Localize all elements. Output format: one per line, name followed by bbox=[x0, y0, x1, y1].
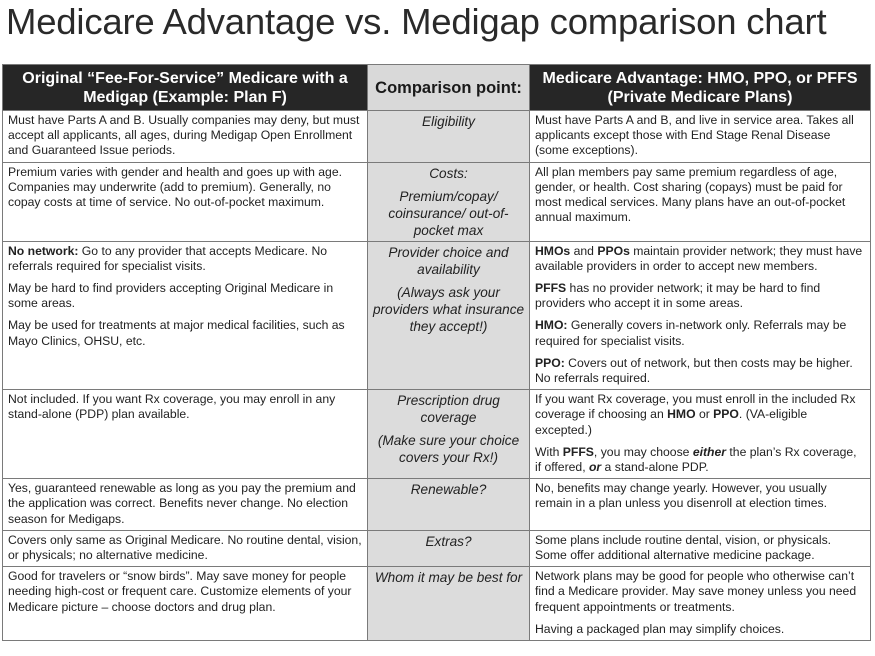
advantage-cell: All plan members pay same premium regardless of age, gender, or health. Cost sharing (copays) must be paid for most medical services. Many plans have an out-of-pocket annual maximum. bbox=[530, 162, 871, 241]
text: has no provider network; it may be hard to find providers who accept it in some areas. bbox=[535, 281, 821, 311]
text: Go to any provider that accepts Medicare. No referrals required for specialist visits. bbox=[8, 243, 328, 273]
advantage-cell bbox=[530, 567, 871, 641]
bold-term: HMOs bbox=[535, 243, 571, 258]
paragraph bbox=[535, 392, 865, 438]
header-comparison-point: Comparison point: bbox=[368, 65, 530, 111]
point-label: Costs: bbox=[429, 165, 468, 181]
text: a stand-alone PDP. bbox=[601, 460, 709, 475]
header-medicare-advantage: Medicare Advantage: HMO, PPO, or PFFS (Private Medicare Plans) bbox=[530, 65, 871, 111]
medigap-cell: Yes, guaranteed renewable as long as you pay the premium and the application was correct. Benefits never change. No election season for Medigaps. bbox=[3, 479, 368, 531]
comparison-point-cell bbox=[368, 162, 530, 241]
table-row bbox=[3, 241, 871, 390]
point-detail: (Make sure your choice covers your Rx!) bbox=[377, 433, 520, 466]
text: With bbox=[535, 444, 563, 459]
medigap-cell: Good for travelers or “snow birds”. May save money for people needing high-cost or frequent care. Customize elements of your Medicare picture – choose doctors and drug plan. bbox=[3, 567, 368, 641]
point-detail: (Always ask your providers what insurance they accept!) bbox=[372, 284, 525, 334]
header-row bbox=[3, 65, 871, 111]
text: maintain provider network; they must have available providers in order to accept new members. bbox=[535, 243, 863, 273]
medigap-cell: Covers only same as Original Medicare. No routine dental, vision, or physicals; no alternative medicine. bbox=[3, 530, 368, 566]
medigap-cell: Must have Parts A and B. Usually companies may deny, but must accept all applicants, all ages, during Medigap Open Enrollment and Guaranteed Issue periods. bbox=[3, 111, 368, 163]
page-title: Medicare Advantage vs. Medigap comparison chart bbox=[6, 1, 827, 42]
text: . (VA-eligible excepted.) bbox=[535, 407, 808, 437]
bold-term: PPO bbox=[713, 407, 739, 422]
paragraph bbox=[8, 244, 362, 274]
paragraph bbox=[535, 281, 865, 311]
table-row bbox=[3, 390, 871, 479]
advantage-cell: Some plans include routine dental, vision, or physicals. Some offer additional alternative medicine package. bbox=[530, 530, 871, 566]
table-row bbox=[3, 162, 871, 241]
text: or bbox=[695, 407, 714, 422]
point-label: Provider choice and availability bbox=[388, 244, 509, 277]
bold-term: PPOs bbox=[597, 243, 630, 258]
point-label: Prescription drug coverage bbox=[397, 393, 500, 426]
bold-term: PFFS bbox=[562, 444, 594, 459]
paragraph: May be used for treatments at major medical facilities, such as Mayo Clinics, OHSU, etc. bbox=[8, 318, 345, 348]
paragraph: Having a packaged plan may simplify choices. bbox=[535, 621, 785, 636]
bold-term: PFFS bbox=[535, 281, 567, 296]
comparison-point-cell bbox=[368, 390, 530, 479]
bold-italic-term: either bbox=[692, 444, 727, 459]
text: and bbox=[570, 243, 598, 258]
table-row bbox=[3, 530, 871, 566]
comparison-point-cell bbox=[368, 241, 530, 390]
medigap-cell: Not included. If you want Rx coverage, you may enroll in any stand-alone (PDP) plan available. bbox=[3, 390, 368, 479]
medigap-cell bbox=[3, 241, 368, 390]
bold-term: No network: bbox=[8, 243, 79, 258]
paragraph: Network plans may be good for people who otherwise can’t find a Medicare provider. May save money unless you need frequent appointments or treatments. bbox=[535, 569, 857, 614]
advantage-cell bbox=[530, 390, 871, 479]
paragraph: May be hard to find providers accepting Original Medicare in some areas. bbox=[8, 281, 334, 311]
bold-term: HMO bbox=[667, 407, 696, 422]
paragraph bbox=[535, 244, 865, 274]
text: Generally covers in-network only. Referrals may be required for specialist visits. bbox=[535, 318, 847, 348]
advantage-cell: Must have Parts A and B, and live in service area. Takes all applicants except those with End Stage Renal Disease (some exceptions). bbox=[530, 111, 871, 163]
text: the plan’s Rx coverage, if offered, bbox=[535, 444, 857, 475]
bold-italic-term: or bbox=[588, 460, 602, 475]
table-row bbox=[3, 567, 871, 641]
comparison-point-cell: Eligibility bbox=[368, 111, 530, 163]
table-row bbox=[3, 479, 871, 531]
point-detail: Premium/copay/ coinsurance/ out-of-pocket max bbox=[388, 188, 509, 238]
comparison-point-cell: Extras? bbox=[368, 530, 530, 566]
header-medigap: Original “Fee-For-Service” Medicare with a Medigap (Example: Plan F) bbox=[3, 65, 368, 111]
advantage-cell bbox=[530, 241, 871, 390]
comparison-point-cell: Renewable? bbox=[368, 479, 530, 531]
paragraph bbox=[535, 356, 865, 386]
table-row bbox=[3, 111, 871, 163]
text: Covers out of network, but then costs may be higher. No referrals required. bbox=[535, 355, 853, 386]
paragraph bbox=[535, 318, 865, 348]
text: If you want Rx coverage, you must enroll in the included Rx coverage if choosing an bbox=[535, 392, 856, 422]
advantage-cell: No, benefits may change yearly. However, you usually remain in a plan unless you disenroll at election times. bbox=[530, 479, 871, 531]
bold-term: PPO: bbox=[535, 355, 565, 370]
comparison-point-cell: Whom it may be best for bbox=[368, 567, 530, 641]
paragraph bbox=[535, 445, 865, 475]
bold-term: HMO: bbox=[535, 318, 568, 333]
medigap-cell: Premium varies with gender and health and goes up with age. Companies may underwrite (add to premium). Generally, no copay costs at time of service. No out-of-pocket maximum. bbox=[3, 162, 368, 241]
comparison-table bbox=[2, 64, 871, 641]
text: , you may choose bbox=[593, 444, 693, 459]
